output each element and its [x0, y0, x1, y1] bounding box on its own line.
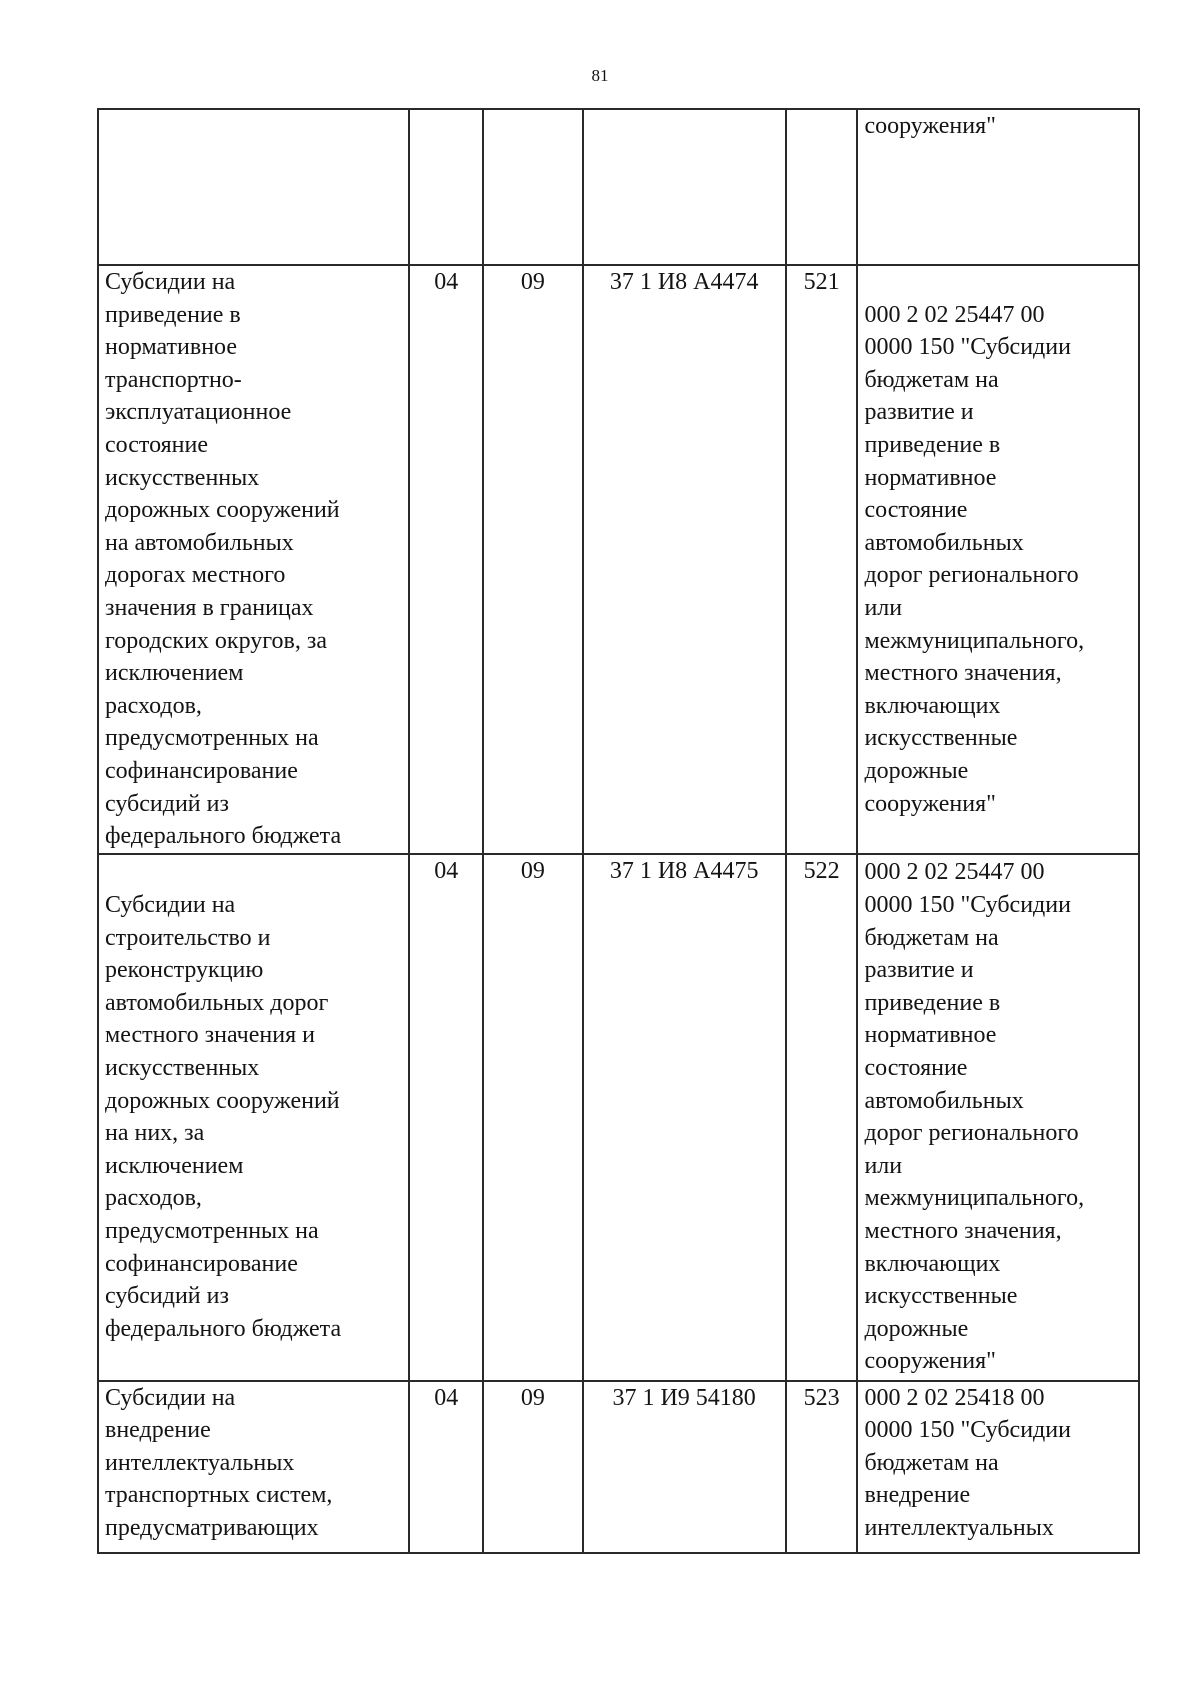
cell-expense-type — [786, 109, 858, 265]
cell-expense-type: 523 — [786, 1381, 858, 1553]
cell-revenue-code: 000 2 02 25447 00 0000 150 "Субсидии бюджетам на развитие и приведение в нормативное состояние автомобильных дорог регионального или межмуниципального, местного значения, включающих искусственные дорожные сооружения" — [857, 854, 1139, 1381]
cell-name: Субсидии на строительство и реконструкцию автомобильных дорог местного значения и искусственных дорожных сооружений на них, за исключением расходов, предусмотренных на софинансирование субсидий из федерального бюджета — [98, 854, 409, 1381]
cell-name: Субсидии на приведение в нормативное транспортно- эксплуатационное состояние искусственных дорожных сооружений на автомобильных дорогах местного значения в границах городских округов, за исключением расходов, предусмотренных на софинансирование субсидий из федерального бюджета — [98, 265, 409, 854]
table-row — [98, 265, 1139, 854]
cell-target-article: 37 1 И9 54180 — [583, 1381, 786, 1553]
cell-section: 04 — [409, 1381, 483, 1553]
budget-table — [97, 108, 1140, 1554]
cell-target-article — [583, 109, 786, 265]
cell-target-article: 37 1 И8 А4475 — [583, 854, 786, 1381]
table-row — [98, 854, 1139, 1381]
cell-target-article: 37 1 И8 А4474 — [583, 265, 786, 854]
table-row — [98, 1381, 1139, 1553]
cell-subsection: 09 — [483, 854, 582, 1381]
cell-revenue-code: 000 2 02 25447 00 0000 150 "Субсидии бюджетам на развитие и приведение в нормативное состояние автомобильных дорог регионального или межмуниципального, местного значения, включающих искусственные дорожные сооружения" — [857, 265, 1139, 854]
cell-name — [98, 109, 409, 265]
cell-section — [409, 109, 483, 265]
cell-section: 04 — [409, 854, 483, 1381]
cell-expense-type: 521 — [786, 265, 858, 854]
page-number: 81 — [591, 66, 609, 85]
cell-section: 04 — [409, 265, 483, 854]
cell-subsection: 09 — [483, 1381, 582, 1553]
cell-revenue-code: сооружения" — [857, 109, 1139, 265]
cell-revenue-code: 000 2 02 25418 00 0000 150 "Субсидии бюджетам на внедрение интеллектуальных — [857, 1381, 1139, 1553]
cell-subsection: 09 — [483, 265, 582, 854]
cell-subsection — [483, 109, 582, 265]
cell-name: Субсидии на внедрение интеллектуальных транспортных систем, предусматривающих — [98, 1381, 409, 1553]
cell-expense-type: 522 — [786, 854, 858, 1381]
table-row — [98, 109, 1139, 265]
